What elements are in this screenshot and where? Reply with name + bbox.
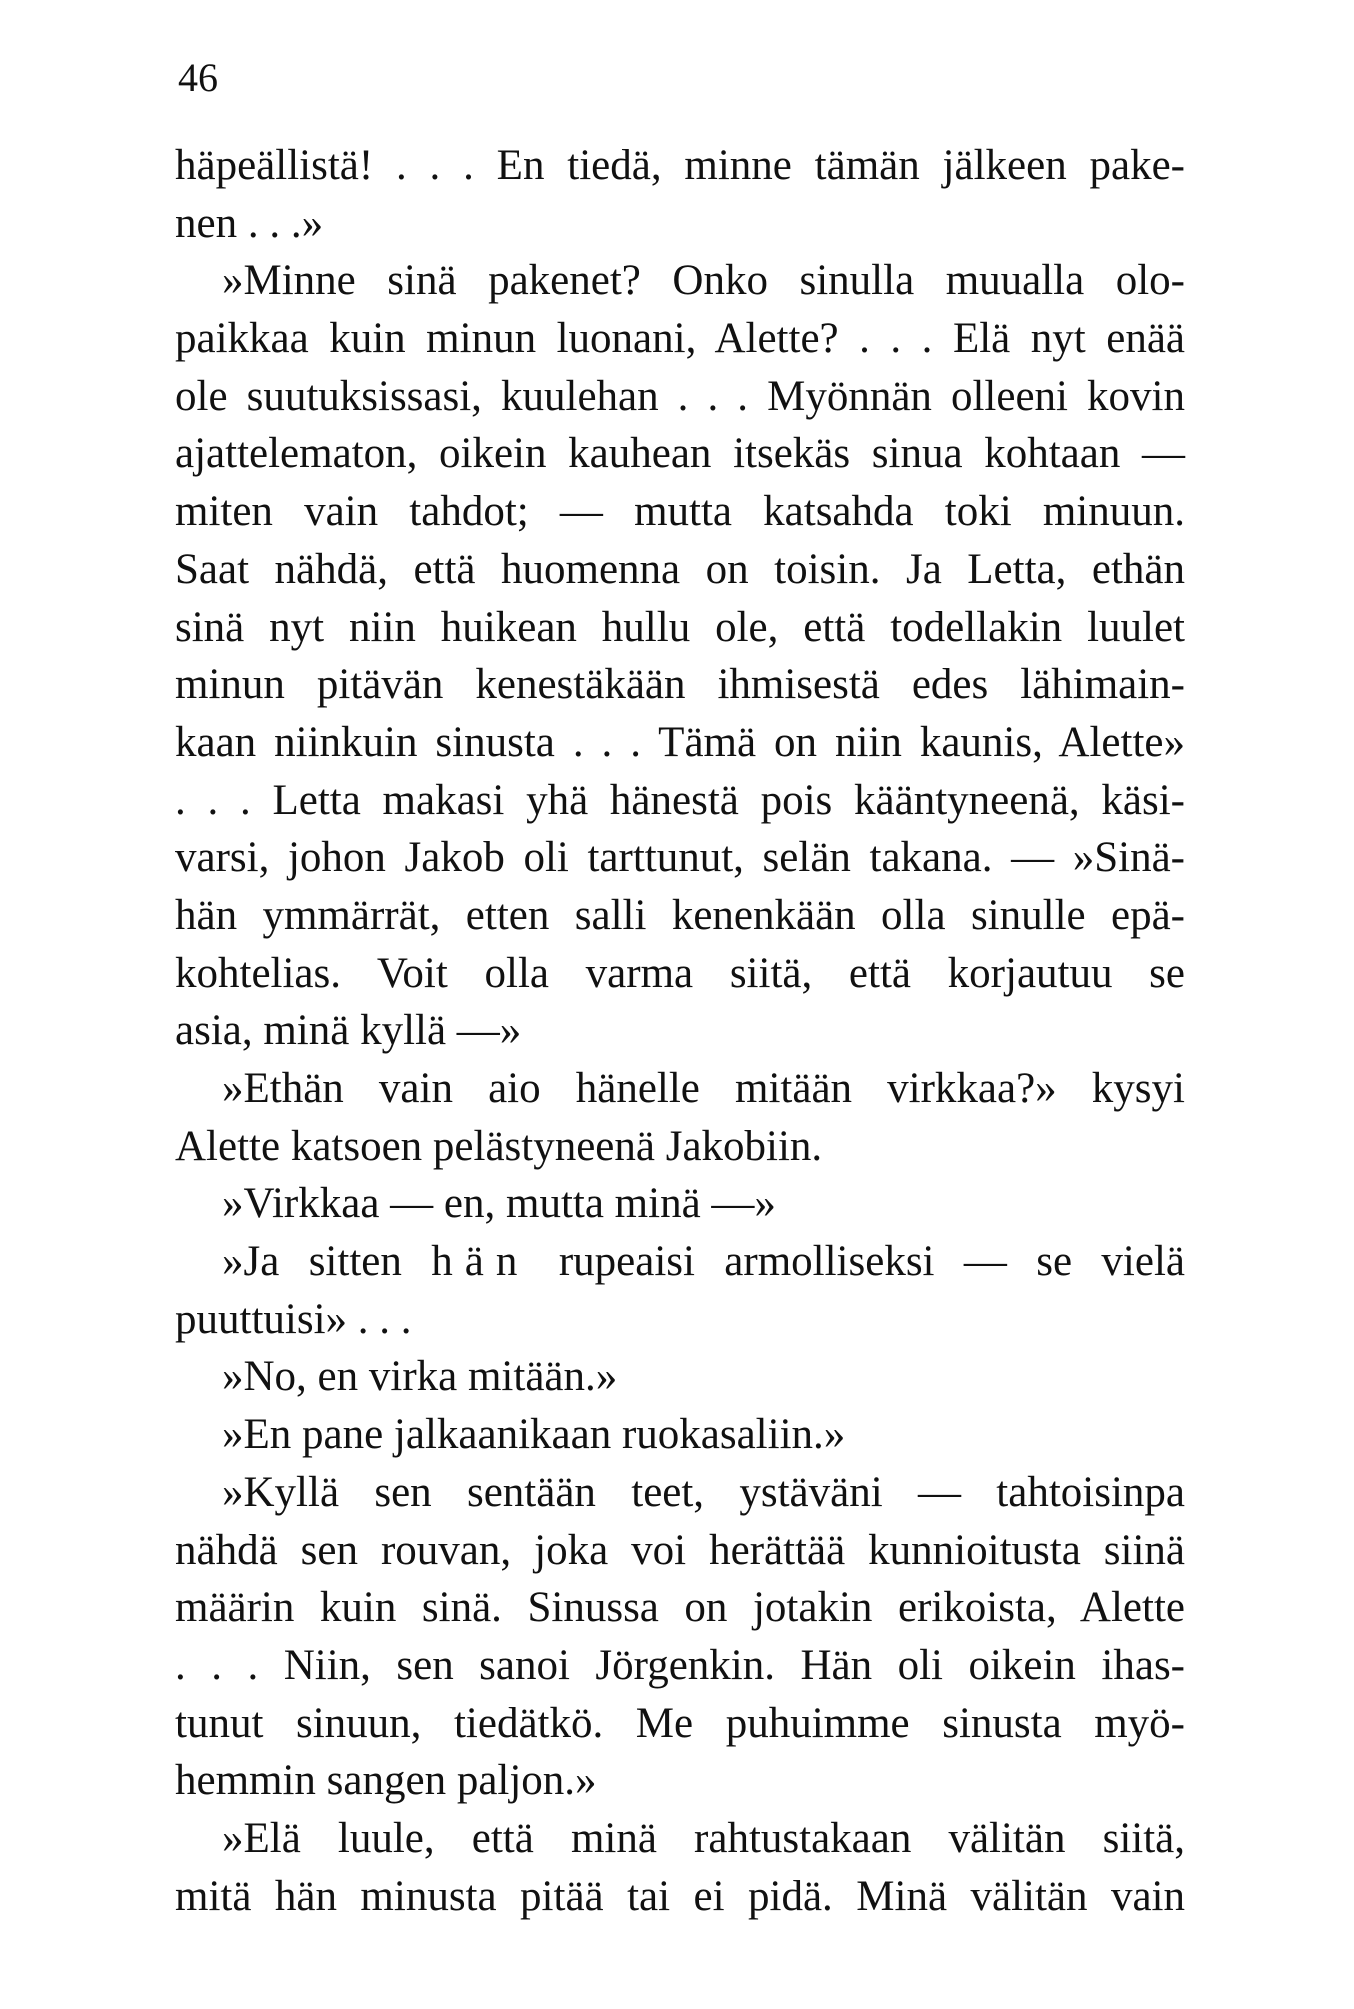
text-line: »No, en virka mitään.» — [222, 1353, 618, 1401]
text-line: määrin kuin sinä. Sinussa on jotakin erikoista, Alette — [175, 1584, 1185, 1632]
text-line: nen . . .» — [175, 199, 324, 247]
text-line: »Virkkaa — en, mutta minä —» — [222, 1180, 776, 1228]
text-line: hemmin sangen paljon.» — [175, 1757, 597, 1805]
text-line: . . . Niin, sen sanoi Jörgenkin. Hän oli oikein ihas- — [175, 1641, 1185, 1689]
text-line: »Ethän vain aio hänelle mitään virkkaa?» kysyi — [222, 1065, 1185, 1112]
emphasis-spaced-text: hän — [431, 1238, 530, 1286]
text-line: paikkaa kuin minun luonani, Alette? . . . Elä nyt enää — [175, 315, 1185, 363]
text-line — [175, 1233, 1185, 1291]
text-segment: rupeaisi armolliseksi — se vielä — [529, 1238, 1185, 1286]
text-line: häpeällistä! . . . En tiedä, minne tämän jälkeen pake- — [175, 142, 1185, 189]
text-line: kaan niinkuin sinusta . . . Tämä on niin kaunis, Alette» — [175, 718, 1185, 766]
text-line: Saat nähdä, että huomenna on toisin. Ja Letta, ethän — [175, 545, 1185, 593]
text-line: puuttuisi» . . . — [175, 1295, 412, 1343]
text-line: ole suutuksissasi, kuulehan . . . Myönnän olleeni kovin — [175, 372, 1185, 420]
text-line: nähdä sen rouvan, joka voi herättää kunnioitusta siinä — [175, 1526, 1185, 1574]
text-line: miten vain tahdot; — mutta katsahda toki minuun. — [175, 488, 1185, 536]
text-line: asia, minä kyllä —» — [175, 1007, 522, 1055]
text-line: »Kyllä sen sentään teet, ystäväni — tahtoisinpa — [222, 1468, 1185, 1516]
text-line: varsi, johon Jakob oli tarttunut, selän takana. — »Sinä- — [175, 834, 1185, 882]
text-line: minun pitävän kenestäkään ihmisestä edes lähimain- — [175, 661, 1185, 709]
text-line: ajattelematon, oikein kauhean itsekäs sinua kohtaan — — [175, 430, 1185, 478]
text-segment: »Ja sitten — [222, 1238, 432, 1286]
text-line: kohtelias. Voit olla varma siitä, että korjautuu se — [175, 949, 1185, 997]
text-line: sinä nyt niin huikean hullu ole, että todellakin luulet — [175, 603, 1185, 651]
page-number: 46 — [178, 55, 218, 100]
text-line: tunut sinuun, tiedätkö. Me puhuimme sinusta myö- — [175, 1699, 1185, 1747]
text-line: Alette katsoen pelästyneenä Jakobiin. — [175, 1122, 823, 1170]
text-line: »Minne sinä pakenet? Onko sinulla muualla olo- — [222, 257, 1185, 305]
text-line: hän ymmärrät, etten salli kenenkään olla sinulle epä- — [175, 891, 1185, 939]
body-text — [175, 137, 1185, 1925]
text-line: mitä hän minusta pitää tai ei pidä. Minä välitän vain — [175, 1872, 1185, 1920]
text-line: »En pane jalkaanikaan ruokasaliin.» — [222, 1411, 846, 1459]
text-line: . . . Letta makasi yhä hänestä pois kääntyneenä, käsi- — [175, 776, 1185, 824]
text-line: »Elä luule, että minä rahtustakaan välitän siitä, — [222, 1814, 1185, 1862]
